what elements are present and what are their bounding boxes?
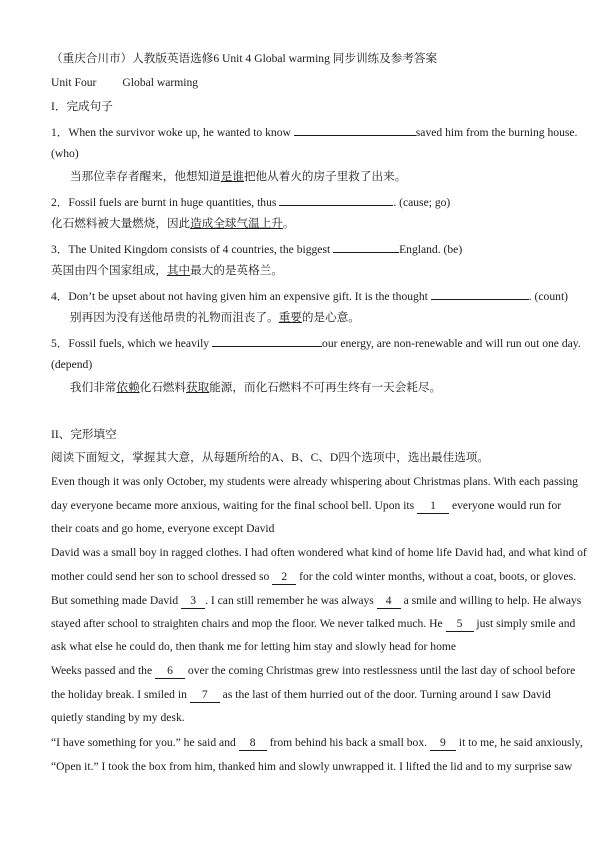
passage-text: over the coming Christmas grew into restlessness until the last day of school before xyxy=(185,664,576,677)
question-4-translation xyxy=(70,311,360,325)
cloze-blank-8[interactable]: 8 xyxy=(239,736,267,751)
passage-line: ask what else he could do, then thank me for letting him stay and slowly head for home xyxy=(51,640,457,653)
passage-line xyxy=(51,570,576,585)
passage-text: “I have something for you.” he said and xyxy=(51,736,239,749)
cloze-blank-5[interactable]: 5 xyxy=(446,617,474,632)
passage-line: David was a small boy in ragged clothes. I had often wondered what kind of home life David had, and what kind of xyxy=(51,546,587,559)
question-5 xyxy=(51,335,581,351)
question-3-text: 3．The United Kingdom consists of 4 countries, the biggest xyxy=(51,243,334,256)
section-1-title: I．完成句子 xyxy=(51,100,113,113)
translation-text: 当那位幸存者醒来，他想知道 xyxy=(70,170,221,183)
translation-text: 别再因为没有送他昂贵的礼物而沮丧了。 xyxy=(70,311,279,324)
translation-key: 依赖 xyxy=(116,381,140,394)
passage-line xyxy=(51,594,581,609)
passage-text: the holiday break. I smiled in xyxy=(51,688,190,701)
unit-title xyxy=(51,76,198,90)
passage-line xyxy=(51,617,575,632)
question-3 xyxy=(51,241,462,257)
answer-blank-1[interactable] xyxy=(294,124,416,136)
translation-text: 化石燃料 xyxy=(139,381,186,394)
passage-text: stayed after school to straighten chairs and mop the floor. We never talked much. He xyxy=(51,617,446,630)
passage-text: it to me, he said anxiously, xyxy=(455,736,583,749)
translation-key: 重要 xyxy=(278,311,302,324)
unit-number: Unit Four xyxy=(51,76,97,89)
cloze-blank-9[interactable]: 9 xyxy=(430,736,456,751)
question-1-text: 1．When the survivor woke up, he wanted to know xyxy=(51,126,294,139)
translation-text: 最大的是英格兰。 xyxy=(190,264,283,277)
translation-text: 我们非常 xyxy=(70,381,117,394)
unit-name: Global warming xyxy=(122,76,199,89)
question-1 xyxy=(51,124,577,140)
question-1-hint: (who) xyxy=(51,147,79,160)
translation-text: 把他从着火的房子里救了出来。 xyxy=(243,170,407,183)
passage-text: from behind his back a small box. xyxy=(266,736,430,749)
cloze-blank-2[interactable]: 2 xyxy=(272,570,296,585)
passage-line: their coats and go home, everyone except David xyxy=(51,522,275,535)
passage-line xyxy=(51,736,583,751)
translation-text: 的是心意。 xyxy=(301,311,360,324)
question-5-hint: (depend) xyxy=(51,358,93,371)
document-header: （重庆合川市）人教版英语选修6 Unit 4 Global warming 同步训练及参考答案 xyxy=(51,52,438,65)
passage-text: Weeks passed and the xyxy=(51,664,156,677)
passage-text: just simply smile and xyxy=(473,617,576,630)
passage-text: for the cold winter months, without a coat, boots, or gloves. xyxy=(296,570,577,583)
question-3-text-end: England. (be) xyxy=(399,243,463,256)
question-5-translation xyxy=(70,381,441,395)
question-4-text: 4．Don’t be upset about not having given him an expensive gift. It is the thought xyxy=(51,290,431,303)
cloze-blank-1[interactable]: 1 xyxy=(417,499,449,514)
question-5-text: 5．Fossil fuels, which we heavily xyxy=(51,337,213,350)
passage-line xyxy=(51,688,551,703)
cloze-blank-7[interactable]: 7 xyxy=(190,688,220,703)
question-2-text-end: . (cause; go) xyxy=(393,196,451,209)
passage-line: “Open it.” I took the box from him, thanked him and slowly unwrapped it. I lifted the lid and to my surprise saw xyxy=(51,760,573,773)
passage-text: day everyone became more anxious, waiting for the final school bell. Upon its xyxy=(51,499,418,512)
passage-line: quietly standing by my desk. xyxy=(51,711,185,724)
translation-text: 。 xyxy=(282,217,295,230)
passage-text: . I can still remember he was always xyxy=(205,594,377,607)
translation-text: 化石燃料被大量燃烧，因此 xyxy=(51,217,191,230)
question-2-text: 2．Fossil fuels are burnt in huge quantities, thus xyxy=(51,196,280,209)
question-4 xyxy=(51,288,568,304)
cloze-blank-4[interactable]: 4 xyxy=(377,594,401,609)
section-2-instruction: 阅读下面短文，掌握其大意，从每题所给的A、B、C、D四个选项中，选出最佳选项。 xyxy=(51,451,489,464)
section-2-title: II、完形填空 xyxy=(51,428,117,441)
cloze-blank-6[interactable]: 6 xyxy=(155,664,185,679)
translation-text: 能源，而化石燃料不可再生终有一天会耗尽。 xyxy=(209,381,442,394)
question-4-text-end: . (count) xyxy=(528,290,569,303)
question-1-text-end: saved him from the burning house. xyxy=(415,126,578,139)
passage-text: mother could send her son to school dressed so xyxy=(51,570,273,583)
passage-text: as the last of them hurried out of the door. Turning around I saw David xyxy=(219,688,551,701)
passage-text: a smile and willing to help. He always xyxy=(400,594,582,607)
translation-key: 获取 xyxy=(185,381,210,394)
answer-blank-2[interactable] xyxy=(279,194,393,206)
translation-key: 是谁 xyxy=(220,170,244,183)
question-5-text-end: our energy, are non-renewable and will run out one day. xyxy=(322,337,581,350)
translation-text: 英国由四个国家组成， xyxy=(51,264,167,277)
translation-key: 造成全球气温上升 xyxy=(190,217,283,230)
question-3-translation xyxy=(51,264,283,278)
passage-text: everyone would run for xyxy=(449,499,562,512)
passage-text: But something made David xyxy=(51,594,182,607)
question-2 xyxy=(51,194,450,210)
passage-line: Even though it was only October, my students were already whispering about Christmas plans. With each passing xyxy=(51,475,578,488)
passage-line xyxy=(51,664,575,679)
question-1-translation xyxy=(70,170,406,184)
question-2-translation xyxy=(51,217,295,231)
answer-blank-3[interactable] xyxy=(333,241,399,253)
translation-key: 其中 xyxy=(166,264,191,277)
answer-blank-4[interactable] xyxy=(431,288,529,300)
cloze-blank-3[interactable]: 3 xyxy=(181,594,205,609)
passage-line xyxy=(51,499,561,514)
answer-blank-5[interactable] xyxy=(212,335,322,347)
